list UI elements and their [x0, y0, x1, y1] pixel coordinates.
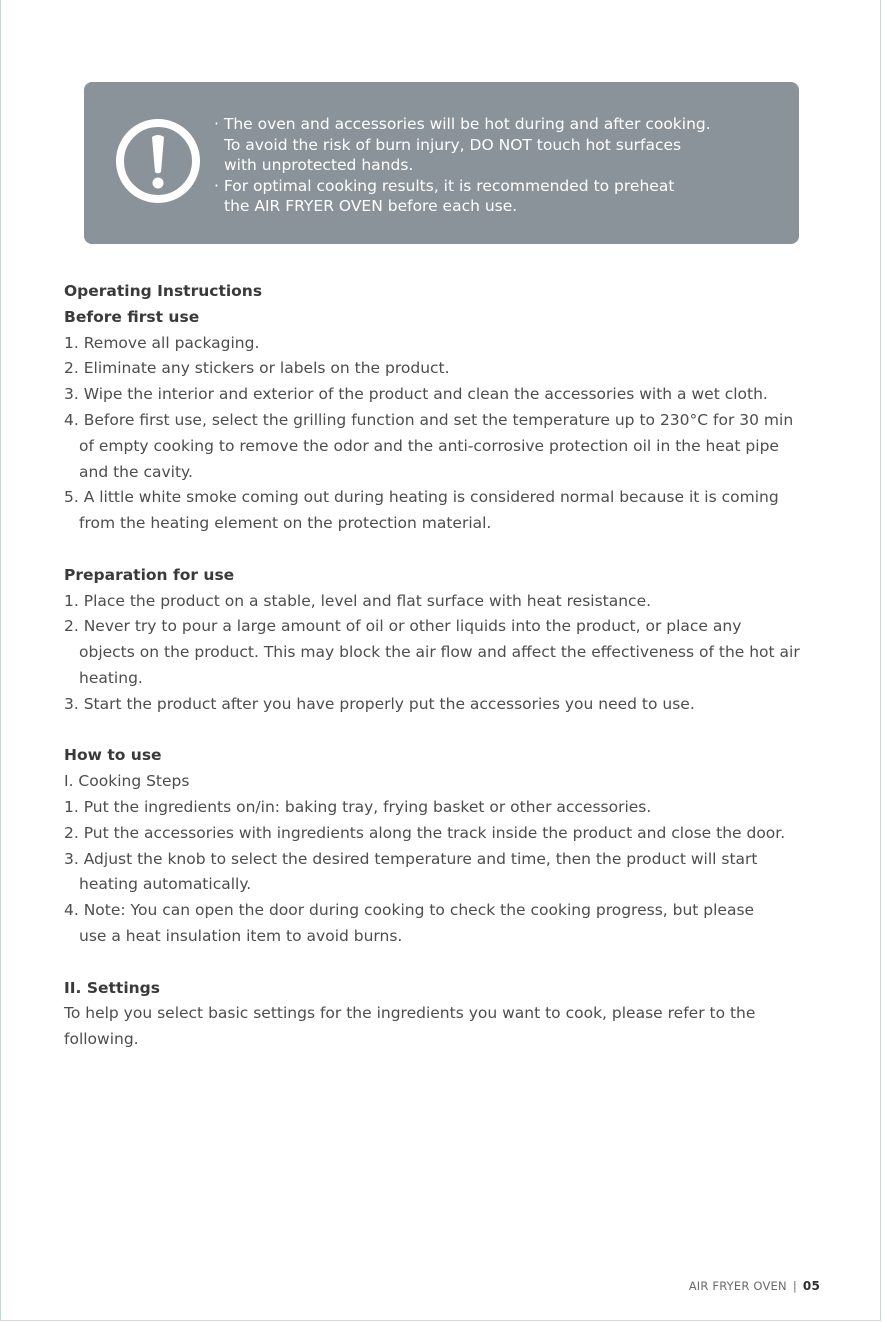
- list-item: 5. A little white smoke coming out during heating is considered normal because it is coming: [64, 488, 779, 507]
- list-item: 3. Wipe the interior and exterior of the product and clean the accessories with a wet cloth.: [64, 385, 768, 404]
- footer-separator: |: [792, 1279, 797, 1293]
- list-item-continuation: use a heat insulation item to avoid burns.: [79, 926, 403, 945]
- warning-line: · For optimal cooking results, it is recommended to preheat: [214, 176, 675, 195]
- list-item: 2. Put the accessories with ingredients along the track inside the product and close the door.: [64, 823, 786, 842]
- list-item-continuation: from the heating element on the protection material.: [79, 514, 492, 533]
- section-title-operating: Operating Instructions: [64, 282, 263, 300]
- list-item-continuation: and the cavity.: [79, 462, 193, 481]
- footer-product-name: AIR FRYER OVEN: [688, 1279, 787, 1293]
- exclamation-circle-icon: [114, 117, 202, 205]
- warning-line: the AIR FRYER OVEN before each use.: [224, 197, 518, 215]
- warning-line: · The oven and accessories will be hot during and after cooking.: [214, 115, 711, 133]
- list-item: 2. Never try to pour a large amount of oil or other liquids into the product, or place any: [64, 617, 742, 636]
- list-item: 4. Before first use, select the grilling function and set the temperature up to 230°C for 30 min: [64, 410, 794, 429]
- spacer: [64, 950, 864, 976]
- list-item-continuation: heating automatically.: [79, 875, 252, 894]
- section-title-preparation: Preparation for use: [64, 565, 235, 584]
- paragraph-line: following.: [64, 1030, 139, 1049]
- list-item: 3. Start the product after you have properly put the accessories you need to use.: [64, 694, 695, 713]
- warning-line: with unprotected hands.: [224, 156, 414, 174]
- subsection-title-before-first-use: Before first use: [64, 307, 200, 326]
- list-item: 1. Place the product on a stable, level and flat surface with heat resistance.: [64, 591, 652, 610]
- spacer: [64, 537, 864, 563]
- list-item: 2. Eliminate any stickers or labels on the product.: [64, 359, 450, 378]
- list-item: 3. Adjust the knob to select the desired temperature and time, then the product will start: [64, 849, 758, 868]
- subsection-title-cooking-steps: I. Cooking Steps: [64, 772, 190, 791]
- list-item: 4. Note: You can open the door during cooking to check the cooking progress, but please: [64, 901, 755, 920]
- warning-text: [214, 114, 734, 217]
- instructions-body: [64, 279, 864, 1053]
- list-item-continuation: heating.: [79, 668, 143, 687]
- page-footer: [689, 1279, 820, 1293]
- spacer: [64, 718, 864, 744]
- list-item-continuation: of empty cooking to remove the odor and the anti-corrosive protection oil in the heat pipe: [79, 436, 779, 455]
- paragraph-line: To help you select basic settings for the ingredients you want to cook, please refer to the: [64, 1004, 756, 1023]
- list-item-continuation: objects on the product. This may block the air flow and affect the effectiveness of the hot air: [79, 643, 800, 662]
- warning-line: To avoid the risk of burn injury, DO NOT touch hot surfaces: [224, 135, 682, 154]
- page-number: 05: [802, 1279, 820, 1293]
- section-title-how-to-use: How to use: [64, 746, 162, 765]
- list-item: 1. Remove all packaging.: [64, 333, 260, 352]
- section-title-settings: II. Settings: [64, 978, 160, 997]
- list-item: 1. Put the ingredients on/in: baking tray, frying basket or other accessories.: [64, 797, 652, 816]
